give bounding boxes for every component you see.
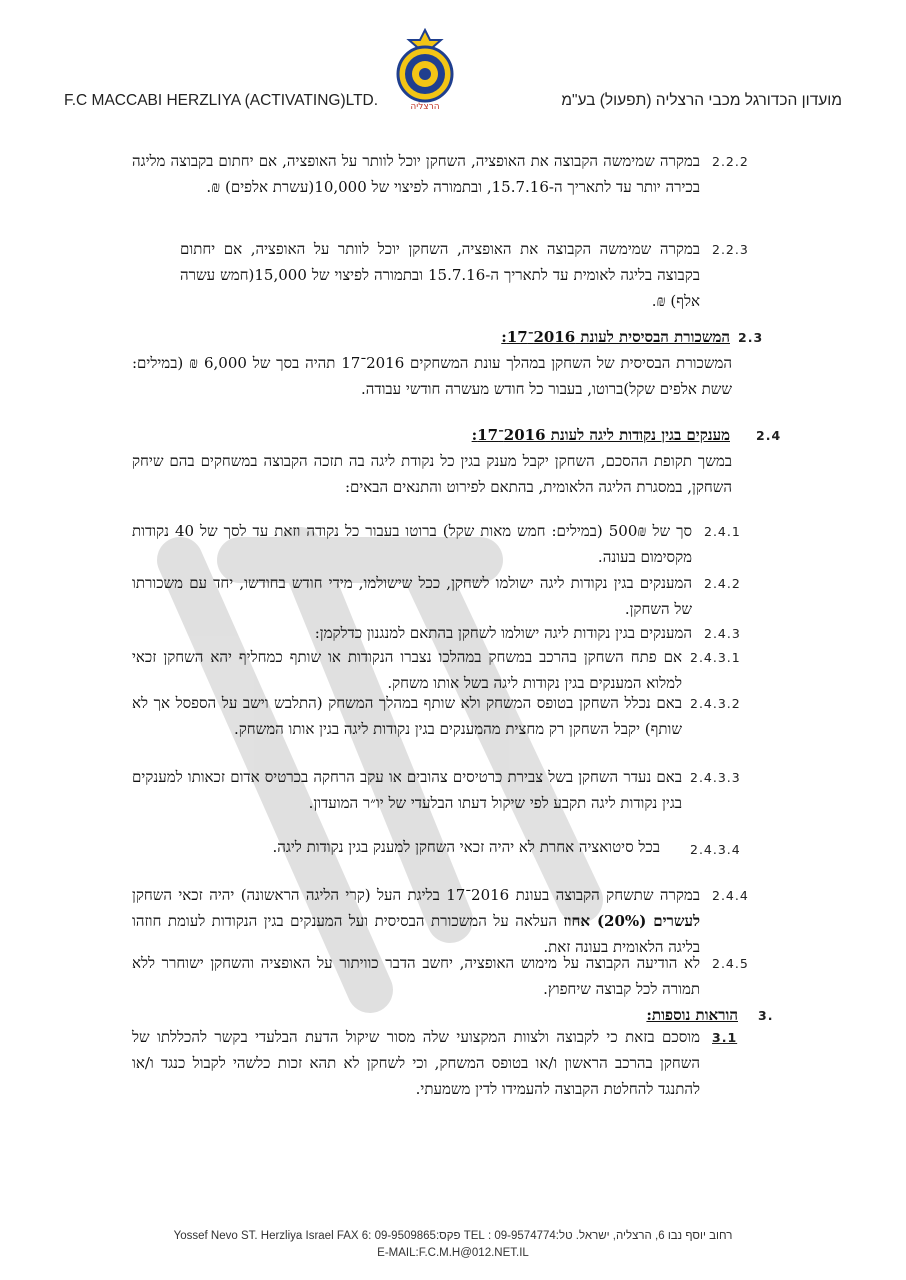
clause-text: המענקים בגין נקודות ליגה ישולמו לשחקן בהתאם למנגנון כדלקמן: <box>314 624 692 642</box>
company-name-english: F.C MACCABI HERZLIYA (ACTIVATING)LTD. <box>64 92 379 109</box>
clause-text: בכל סיטואציה אחרת לא יהיה זכאי השחקן למענק בגין נקודות ליגה. <box>272 838 660 856</box>
logo-caption: הרצליה <box>410 102 440 112</box>
clause-number: 2.4.3.2 <box>690 696 741 711</box>
clause-text <box>132 882 700 960</box>
club-logo <box>394 28 456 120</box>
footer-email: E-MAIL:F.C.M.H@012.NET.IL <box>377 1247 529 1259</box>
page-footer <box>0 1228 906 1262</box>
clause-number: 2.4.4 <box>712 888 749 903</box>
clause-number: 2.4.2 <box>704 576 741 591</box>
clause-text: אם פתח השחקן בהרכב במשחק במהלכו נצברו הנקודות או שותף כמחליף יהא השחקן זכאי למלוא המענקים בגין נקודות ליגה בשל אותו משחק. <box>132 648 682 692</box>
clause-number: 2.3 <box>738 330 764 345</box>
club-crest-icon <box>394 28 456 104</box>
clause-text: במקרה שמימשה הקבוצה את האופציה, השחקן יוכל לוותר על האופציה, אם יחתום בקבוצה בליגה לאומית עד לתאריך ה-15.7.16 ובתמורה לפיצוי של 15,000(חמש עשרה אלף) ₪. <box>180 240 700 310</box>
clause-number: 2.2.2 <box>712 154 749 169</box>
clause-text: מוסכם בזאת כי לקבוצה ולצוות המקצועי שלה מסור שיקול הדעת הבלעדי בקשר להכללתו של השחקן בהרכב הראשון ו/או בטופס המשחק, וכי לשחקן לא תהא זכות כלשהי לקבול כנגד ו/או להתנגד להחלטת הקבוצה להעמידו לדין משמעתי. <box>132 1028 700 1098</box>
page-header <box>0 0 906 140</box>
clause-number: 2.4.3.4 <box>690 842 741 857</box>
clause-number: 2.4.3.3 <box>690 770 741 785</box>
clause-number: 2.4.3.1 <box>690 650 741 665</box>
clause-text-bold: לעשרים (20%) אחוז <box>563 912 700 930</box>
clause-number: 2.4.3 <box>704 626 741 641</box>
clause-text: לא הודיעה הקבוצה על מימוש האופציה, יחשב הדבר כוויתור על האופציה והשחקן ישוחרר ללא תמורה לכל קבוצה שיחפוץ. <box>132 954 700 998</box>
clause-text-part: העלאה על המשכורת הבסיסית ועל המענקים בגין הנקודות לעומת חוזהו בליגה הלאומית בעונה זאת. <box>132 912 700 956</box>
section-number: 3. <box>758 1008 774 1023</box>
clause-text: באם נעדר השחקן בשל צבירת כרטיסים צהובים או עקב הרחקה בכרטיס אדום זכאותו למענקים בגין נקודות ליגה תקבע לפי שיקול דעתו הבלעדי של יו״ר המועדון. <box>132 768 682 812</box>
clause-text: המשכורת הבסיסית של השחקן במהלך עונת המשחקים 2016־17 תהיה בסך של 6,000 ₪ (במילים: ששת אלפים שקל)ברוטו, בעבור כל חודש מעשרה חודשי עבודה. <box>132 354 732 398</box>
clause-number: 2.2.3 <box>712 242 749 257</box>
clause-text: במשך תקופת ההסכם, השחקן יקבל מענק בגין כל נקודת ליגה בה תזכה הקבוצה במשחקים בהם שיחק השחקן, במסגרת הליגה הלאומית, בהתאם לפירוט והתנאים הבאים: <box>132 452 732 496</box>
clause-number: 3.1 <box>712 1030 738 1045</box>
clause-number: 2.4.5 <box>712 956 749 971</box>
clause-text-part: במקרה שתשחק הקבוצה בעונת 2016־17 בליגת העל (קרי הליגה הראשונה) יהיה זכאי השחקן <box>132 886 700 904</box>
clause-text: במקרה שמימשה הקבוצה את האופציה, השחקן יוכל לוותר על האופציה, אם יחתום בקבוצה מליגה בכירה יותר עד לתאריך ה-15.7.16, ובתמורה לפיצוי של 10,000(עשרת אלפים) ₪. <box>132 152 700 196</box>
clause-number: 2.4 <box>756 428 782 443</box>
footer-address: רחוב יוסף נבו 6, הרצליה, ישראל. טל:09-9574774 : TEL פקס:09-9509865 :6 Yossef Nevo ST. Herzliya Israel FAX <box>173 1230 733 1242</box>
clause-text: סך של 500₪ (במילים: חמש מאות שקל) ברוטו בעבור כל נקודה וזאת עד לסך של 40 נקודות מקסימום בעונה. <box>132 522 692 566</box>
clause-title: מענקים בגין נקודות ליגה לעונת 2016־17: <box>471 426 730 444</box>
company-name-hebrew: מועדון הכדורגל מכבי הרצליה (תפעול) בע"מ <box>561 92 842 109</box>
section-title: הוראות נוספות: <box>646 1006 738 1024</box>
clause-text: המענקים בגין נקודות ליגה ישולמו לשחקן, ככל שישולמו, מידי חודש בחודשו, יחד עם משכורתו של השחקן. <box>132 574 692 618</box>
clause-text: באם נכלל השחקן בטופס המשחק ולא שותף במהלך המשחק (התלבש וישב על הספסל אך לא שותף) יקבל השחקן רק מחצית מהמענקים בגין נקודות ליגה בגין אותו המשחק. <box>132 694 682 738</box>
clause-title: המשכורת הבסיסית לעונת 2016־17: <box>501 328 730 346</box>
clause-number: 2.4.1 <box>704 524 741 539</box>
